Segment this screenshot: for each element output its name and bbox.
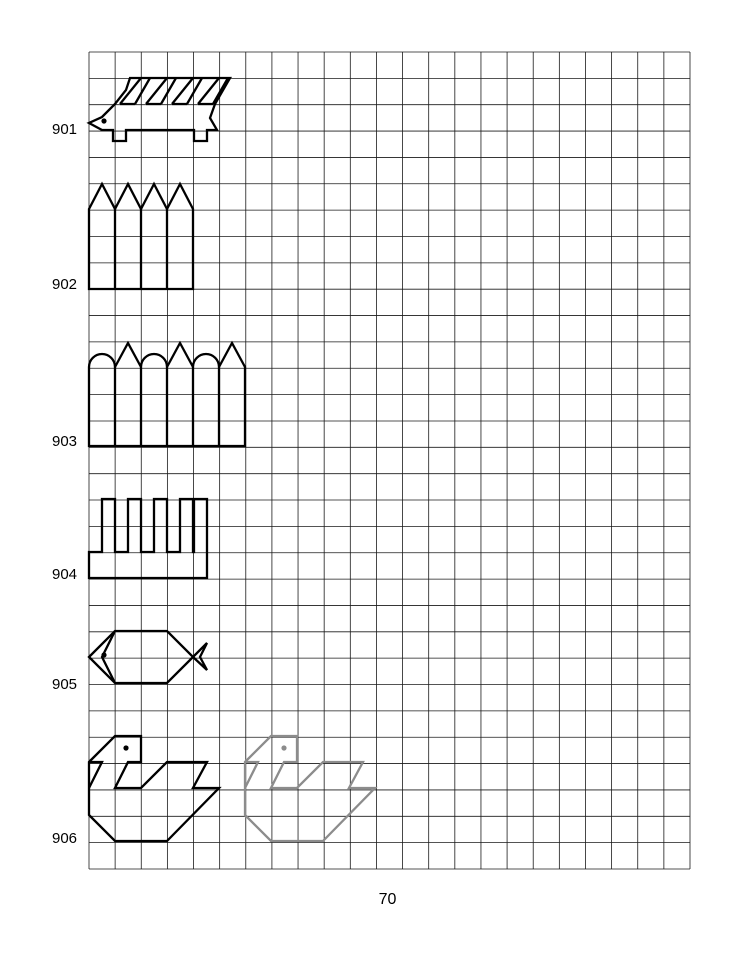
exercise-number-903: 903 — [52, 433, 78, 450]
figure-904-comb-fence — [89, 499, 207, 578]
graph-paper-grid — [89, 52, 690, 869]
figure-901-hedgehog — [89, 78, 230, 141]
exercise-number-906: 906 — [52, 830, 78, 847]
exercise-number-904: 904 — [52, 566, 78, 583]
page-number: 70 — [378, 891, 397, 908]
figure-905-fish — [89, 631, 207, 683]
figure-906-duck-sample — [89, 736, 219, 841]
exercise-number-902: 902 — [52, 276, 78, 293]
exercise-number-905: 905 — [52, 676, 78, 693]
exercise-number-901: 901 — [52, 121, 78, 138]
figure-906-duck-trace — [245, 736, 375, 841]
